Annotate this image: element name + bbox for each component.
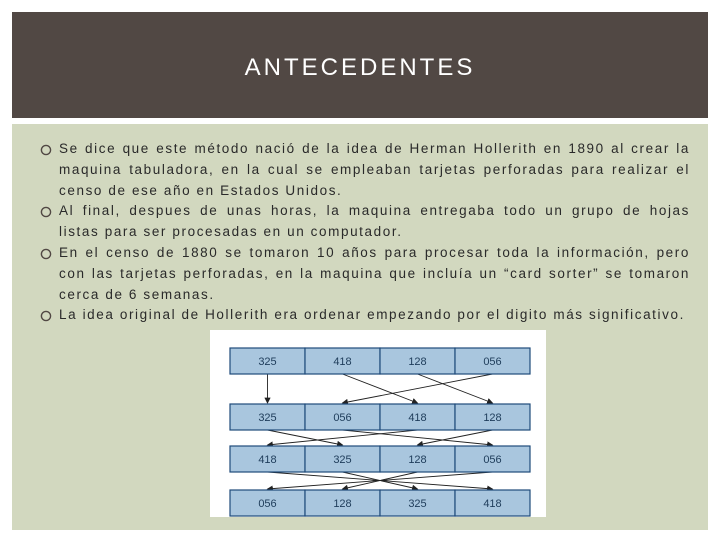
sort-cell xyxy=(305,348,380,374)
circle-bullet-icon xyxy=(40,248,52,260)
sort-cell-value: 056 xyxy=(483,356,502,368)
sort-cell xyxy=(380,446,455,472)
bullet-item xyxy=(40,201,690,243)
sort-cell-value: 325 xyxy=(408,498,427,510)
sort-cell-value: 128 xyxy=(333,498,352,510)
sort-cell-value: 128 xyxy=(408,454,427,466)
sort-cell-value: 418 xyxy=(483,498,502,510)
sort-cell xyxy=(380,404,455,430)
sort-cell-value: 056 xyxy=(483,454,502,466)
sort-cell xyxy=(230,446,305,472)
sort-cell xyxy=(380,490,455,516)
sort-cell-value: 325 xyxy=(333,454,352,466)
sort-cell xyxy=(305,404,380,430)
move-arrow xyxy=(343,430,493,445)
sort-cell-value: 418 xyxy=(258,454,277,466)
bullet-list xyxy=(40,139,690,326)
sort-cell-value: 056 xyxy=(258,498,277,510)
sort-cell xyxy=(230,348,305,374)
sort-diagram-svg xyxy=(210,330,546,517)
sort-diagram xyxy=(210,330,546,517)
sort-cell-value: 418 xyxy=(333,356,352,368)
sort-cell-value: 418 xyxy=(408,412,427,424)
sort-cell xyxy=(305,490,380,516)
sort-cell xyxy=(455,348,530,374)
sort-cell-value: 325 xyxy=(258,412,277,424)
bullet-item xyxy=(40,243,690,305)
bullet-text: Se dice que este método nació de la idea de Herman Hollerith en 1890 al crear la maquina tabuladora, en la cual se empleaban tarjetas perforadas para realizar el censo de ese año en Estados Unidos. xyxy=(59,141,690,198)
sort-cell xyxy=(455,404,530,430)
sort-cell xyxy=(455,490,530,516)
title-bar xyxy=(12,12,708,118)
move-arrow xyxy=(268,430,418,445)
circle-bullet-icon xyxy=(40,206,52,218)
circle-bullet-icon xyxy=(40,310,52,322)
bullet-text: La idea original de Hollerith era ordenar empezando por el digito más significativo. xyxy=(59,307,685,323)
sort-cell-value: 128 xyxy=(483,412,502,424)
move-arrow xyxy=(343,374,418,403)
sort-cell xyxy=(380,348,455,374)
sort-cell xyxy=(230,490,305,516)
bullet-text: Al final, despues de unas horas, la maquina entregaba todo un grupo de hojas listas para ser procesadas en un computador. xyxy=(59,203,690,240)
slide xyxy=(12,12,708,530)
title-divider xyxy=(12,118,708,124)
move-arrow xyxy=(418,430,493,445)
sort-cell xyxy=(305,446,380,472)
bullet-item xyxy=(40,305,690,326)
sort-cell xyxy=(455,446,530,472)
move-arrow xyxy=(268,430,343,445)
bullet-text: En el censo de 1880 se tomaron 10 años para procesar toda la información, pero con las tarjetas perforadas, en la maquina que incluía un “card sorter” se tomaron cerca de 6 semanas. xyxy=(59,244,690,302)
sort-cell-value: 128 xyxy=(408,356,427,368)
sort-cell-value: 056 xyxy=(333,412,352,424)
sort-cell xyxy=(230,404,305,430)
move-arrow xyxy=(418,374,493,403)
slide-title: ANTECEDENTES xyxy=(244,54,476,81)
sort-cell-value: 325 xyxy=(258,356,277,368)
move-arrow xyxy=(343,374,493,403)
bullet-item xyxy=(40,139,690,201)
circle-bullet-icon xyxy=(40,144,52,156)
